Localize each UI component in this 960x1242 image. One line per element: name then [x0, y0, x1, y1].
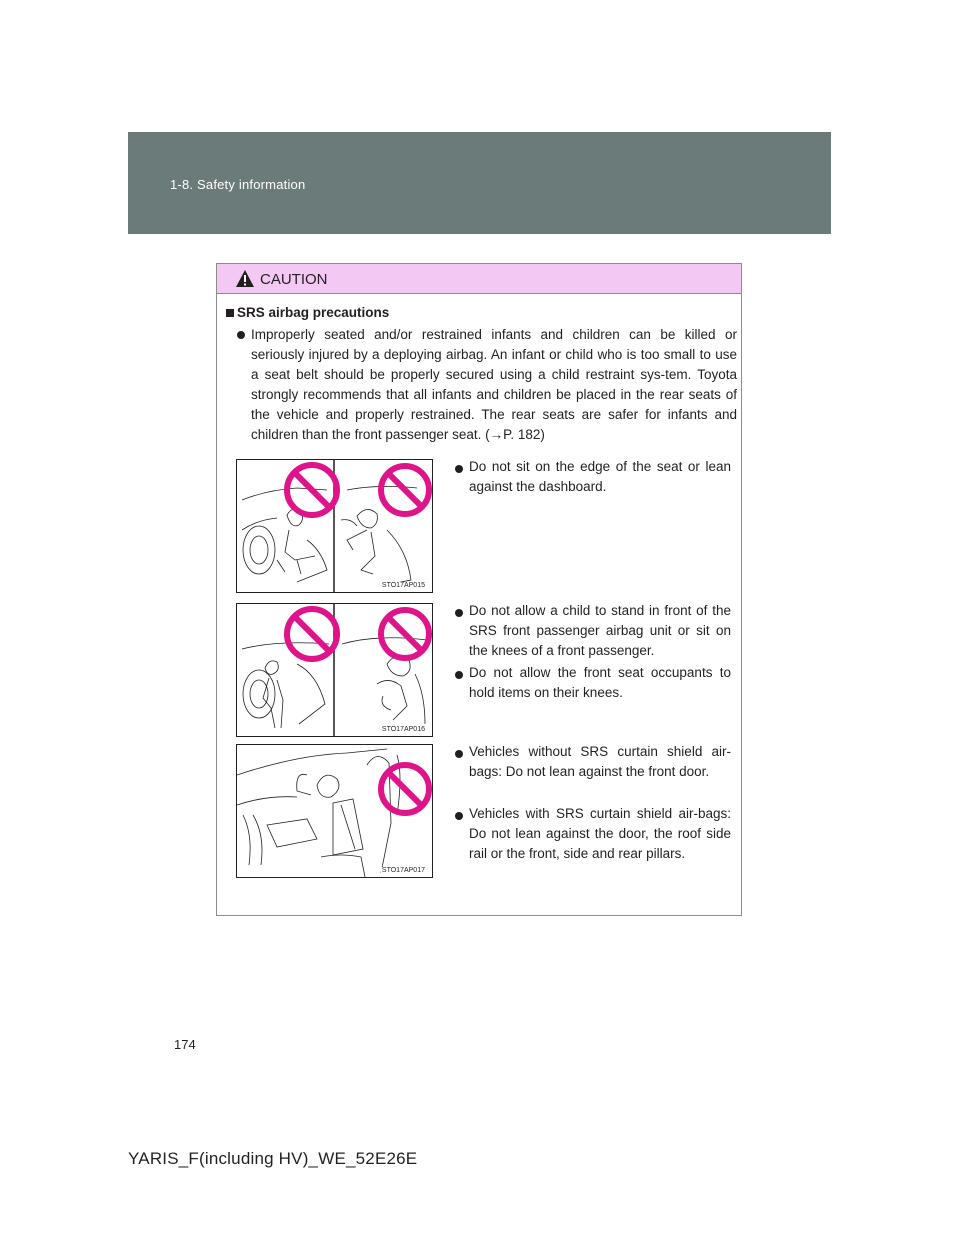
figure-lean-door [236, 744, 433, 878]
prohibition-icon [287, 465, 337, 515]
figure-child-standing [236, 603, 433, 737]
figure-caption: Do not sit on the edge of the seat or lean against the dashboard. [469, 459, 731, 494]
prohibition-icon [287, 609, 337, 659]
warning-triangle-icon [235, 269, 255, 288]
prohibition-icon [381, 466, 429, 514]
section-title: 1-8. Safety information [170, 177, 306, 192]
main-paragraph: Improperly seated and/or restrained infants and children can be killed or seriously injured by a deploying airbag. An infant or child who is too small to use a seat belt should be properly secured using a child restraint sys-tem. Toyota strongly recommends that all infants and children be placed in the rear seats of the vehicle and properly restrained. The rear seats are safer for infants and children than the front passenger seat. (→P. 182) [251, 327, 737, 442]
caution-box [216, 263, 742, 916]
caution-header [217, 264, 741, 294]
square-bullet-icon [226, 309, 234, 317]
prohibition-icon [381, 610, 429, 658]
figure-illustration [237, 745, 432, 878]
caution-label: CAUTION [260, 271, 328, 288]
figure-code: STO17AP017 [381, 867, 425, 874]
bullet-dot-icon [455, 465, 463, 473]
bullet-dot-icon [455, 609, 463, 617]
bullet-dot-icon [455, 750, 463, 758]
bullet-dot-icon [237, 331, 245, 339]
figure-caption: Vehicles with SRS curtain shield air-bags: Do not lean against the door, the roof side rail or the front, side and rear pillars. [469, 806, 731, 861]
prohibition-icon [381, 765, 429, 813]
bullet-dot-icon [455, 812, 463, 820]
figure-caption: Do not allow a child to stand in front of the SRS front passenger airbag unit or sit on the knees of a front passenger. [469, 603, 731, 658]
figure-illustration [237, 604, 432, 736]
figure-caption: Do not allow the front seat occupants to hold items on their knees. [469, 665, 731, 700]
subheading: SRS airbag precautions [237, 305, 390, 320]
figure-caption: Vehicles without SRS curtain shield air-bags: Do not lean against the front door. [469, 744, 731, 779]
figure-illustration [237, 460, 432, 592]
document-code: YARIS_F(including HV)_WE_52E26E [128, 1149, 418, 1168]
figure-code: STO17AP015 [381, 582, 425, 589]
bullet-dot-icon [455, 671, 463, 679]
figure-seat-edge [236, 459, 433, 593]
page-number: 174 [174, 1037, 196, 1052]
figure-code: STO17AP016 [381, 726, 425, 733]
